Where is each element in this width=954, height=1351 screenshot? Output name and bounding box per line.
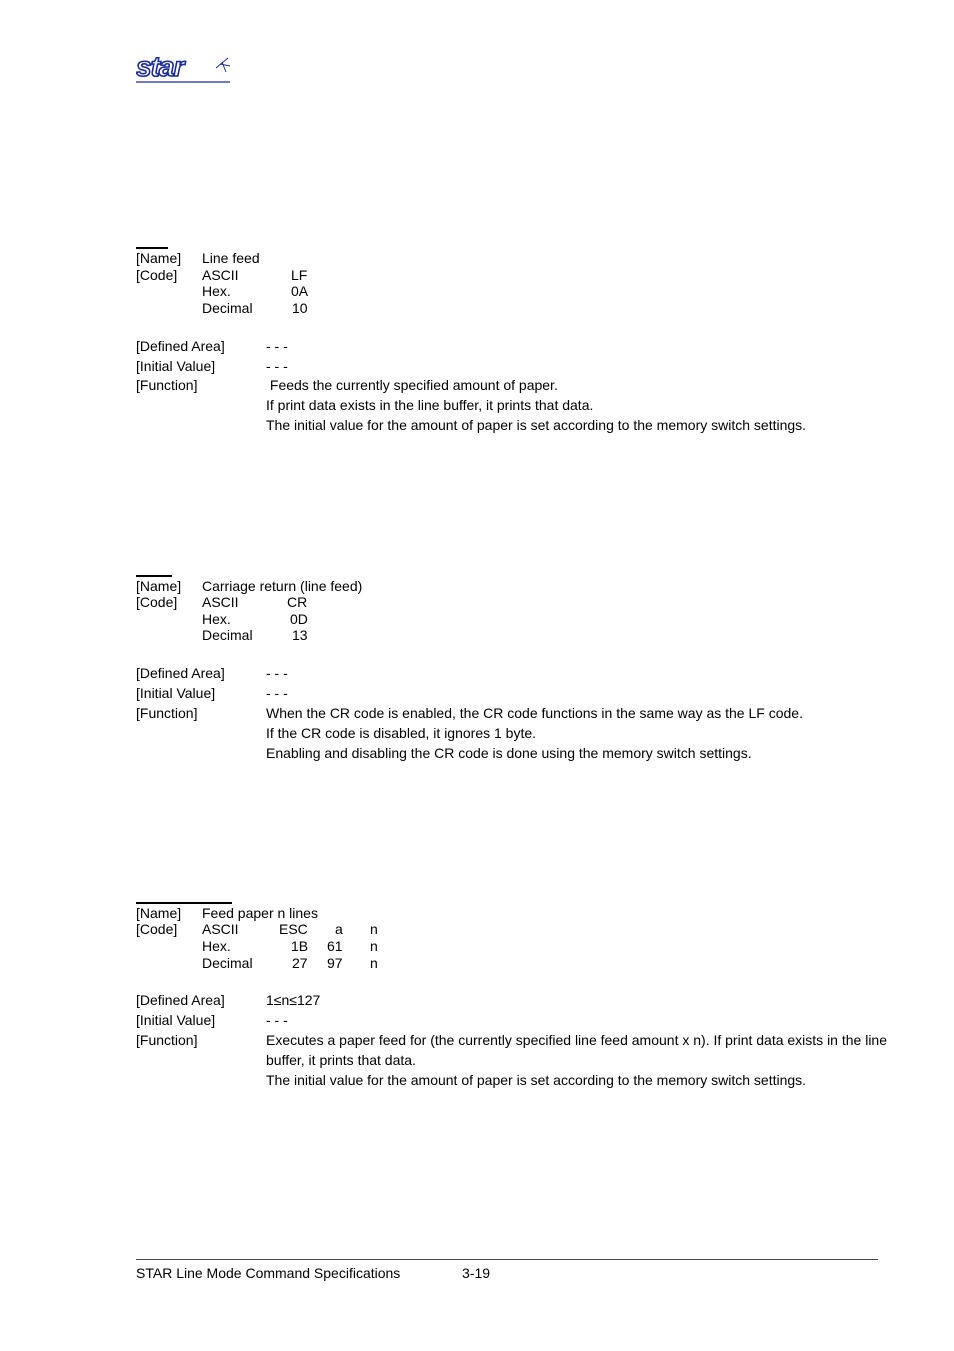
- function-label: [Function]: [136, 377, 198, 393]
- ascii-value: a: [335, 921, 343, 937]
- hex-label: Hex.: [202, 938, 231, 954]
- defined-area-value: - - -: [266, 665, 288, 681]
- decimal-value: 97: [327, 955, 343, 971]
- hex-value: 0D: [290, 611, 308, 627]
- function-description: [266, 703, 888, 763]
- code-label: [Code]: [136, 594, 178, 610]
- hex-value: 61: [327, 938, 343, 954]
- star-logo: [136, 52, 232, 84]
- function-line: Feeds the currently specified amount of paper.: [266, 377, 558, 393]
- function-line: Executes a paper feed for (the currently specified line feed amount x n). If print data exists in the line buffer, it prints that data.: [266, 1032, 888, 1068]
- initial-value: - - -: [266, 358, 288, 374]
- function-line: Enabling and disabling the CR code is done using the memory switch settings.: [266, 745, 752, 761]
- section-rule-2: [136, 575, 172, 577]
- defined-area-value: 1≤n≤127: [266, 992, 321, 1008]
- initial-value: - - -: [266, 1012, 288, 1028]
- defined-area-label: [Defined Area]: [136, 992, 225, 1008]
- initial-value-label: [Initial Value]: [136, 685, 216, 701]
- function-line: When the CR code is enabled, the CR code functions in the same way as the LF code.: [266, 705, 803, 721]
- name-label: [Name]: [136, 250, 182, 266]
- function-label: [Function]: [136, 705, 198, 721]
- ascii-label: ASCII: [202, 594, 239, 610]
- page-number: 3-19: [462, 1265, 491, 1281]
- decimal-value: 10: [292, 300, 308, 316]
- defined-area-value: - - -: [266, 338, 288, 354]
- ascii-value: ESC: [279, 921, 308, 937]
- hex-value: n: [370, 938, 378, 954]
- command-name: Carriage return (line feed): [202, 578, 363, 594]
- defined-area-label: [Defined Area]: [136, 665, 225, 681]
- hex-label: Hex.: [202, 611, 231, 627]
- decimal-value: 13: [292, 627, 308, 643]
- function-description: [266, 375, 888, 435]
- ascii-label: ASCII: [202, 267, 239, 283]
- function-line: The initial value for the amount of paper is set according to the memory switch settings.: [266, 417, 807, 433]
- hex-value: 1B: [291, 938, 309, 954]
- svg-text:star: star: [136, 52, 184, 82]
- function-description: [266, 1030, 888, 1090]
- function-line: If the CR code is disabled, it ignores 1 byte.: [266, 725, 537, 741]
- initial-value-label: [Initial Value]: [136, 358, 216, 374]
- decimal-label: Decimal: [202, 300, 253, 316]
- command-name: Line feed: [202, 250, 260, 266]
- function-line: If print data exists in the line buffer, it prints that data.: [266, 397, 594, 413]
- initial-value: - - -: [266, 685, 288, 701]
- decimal-label: Decimal: [202, 955, 253, 971]
- defined-area-label: [Defined Area]: [136, 338, 225, 354]
- name-label: [Name]: [136, 905, 182, 921]
- section-rule-1: [136, 247, 168, 249]
- function-label: [Function]: [136, 1032, 198, 1048]
- command-name: Feed paper n lines: [202, 905, 318, 921]
- ascii-value: LF: [291, 267, 308, 283]
- ascii-label: ASCII: [202, 921, 239, 937]
- ascii-value: n: [370, 921, 378, 937]
- hex-label: Hex.: [202, 283, 231, 299]
- initial-value-label: [Initial Value]: [136, 1012, 216, 1028]
- footer-title: STAR Line Mode Command Specifications: [136, 1265, 401, 1281]
- function-line: The initial value for the amount of paper is set according to the memory switch settings.: [266, 1072, 807, 1088]
- decimal-label: Decimal: [202, 627, 253, 643]
- section-rule-3: [136, 902, 232, 904]
- code-label: [Code]: [136, 921, 178, 937]
- footer-rule: [136, 1259, 878, 1260]
- name-label: [Name]: [136, 578, 182, 594]
- hex-value: 0A: [291, 283, 309, 299]
- code-label: [Code]: [136, 267, 178, 283]
- ascii-value: CR: [287, 594, 308, 610]
- decimal-value: 27: [292, 955, 308, 971]
- decimal-value: n: [370, 955, 378, 971]
